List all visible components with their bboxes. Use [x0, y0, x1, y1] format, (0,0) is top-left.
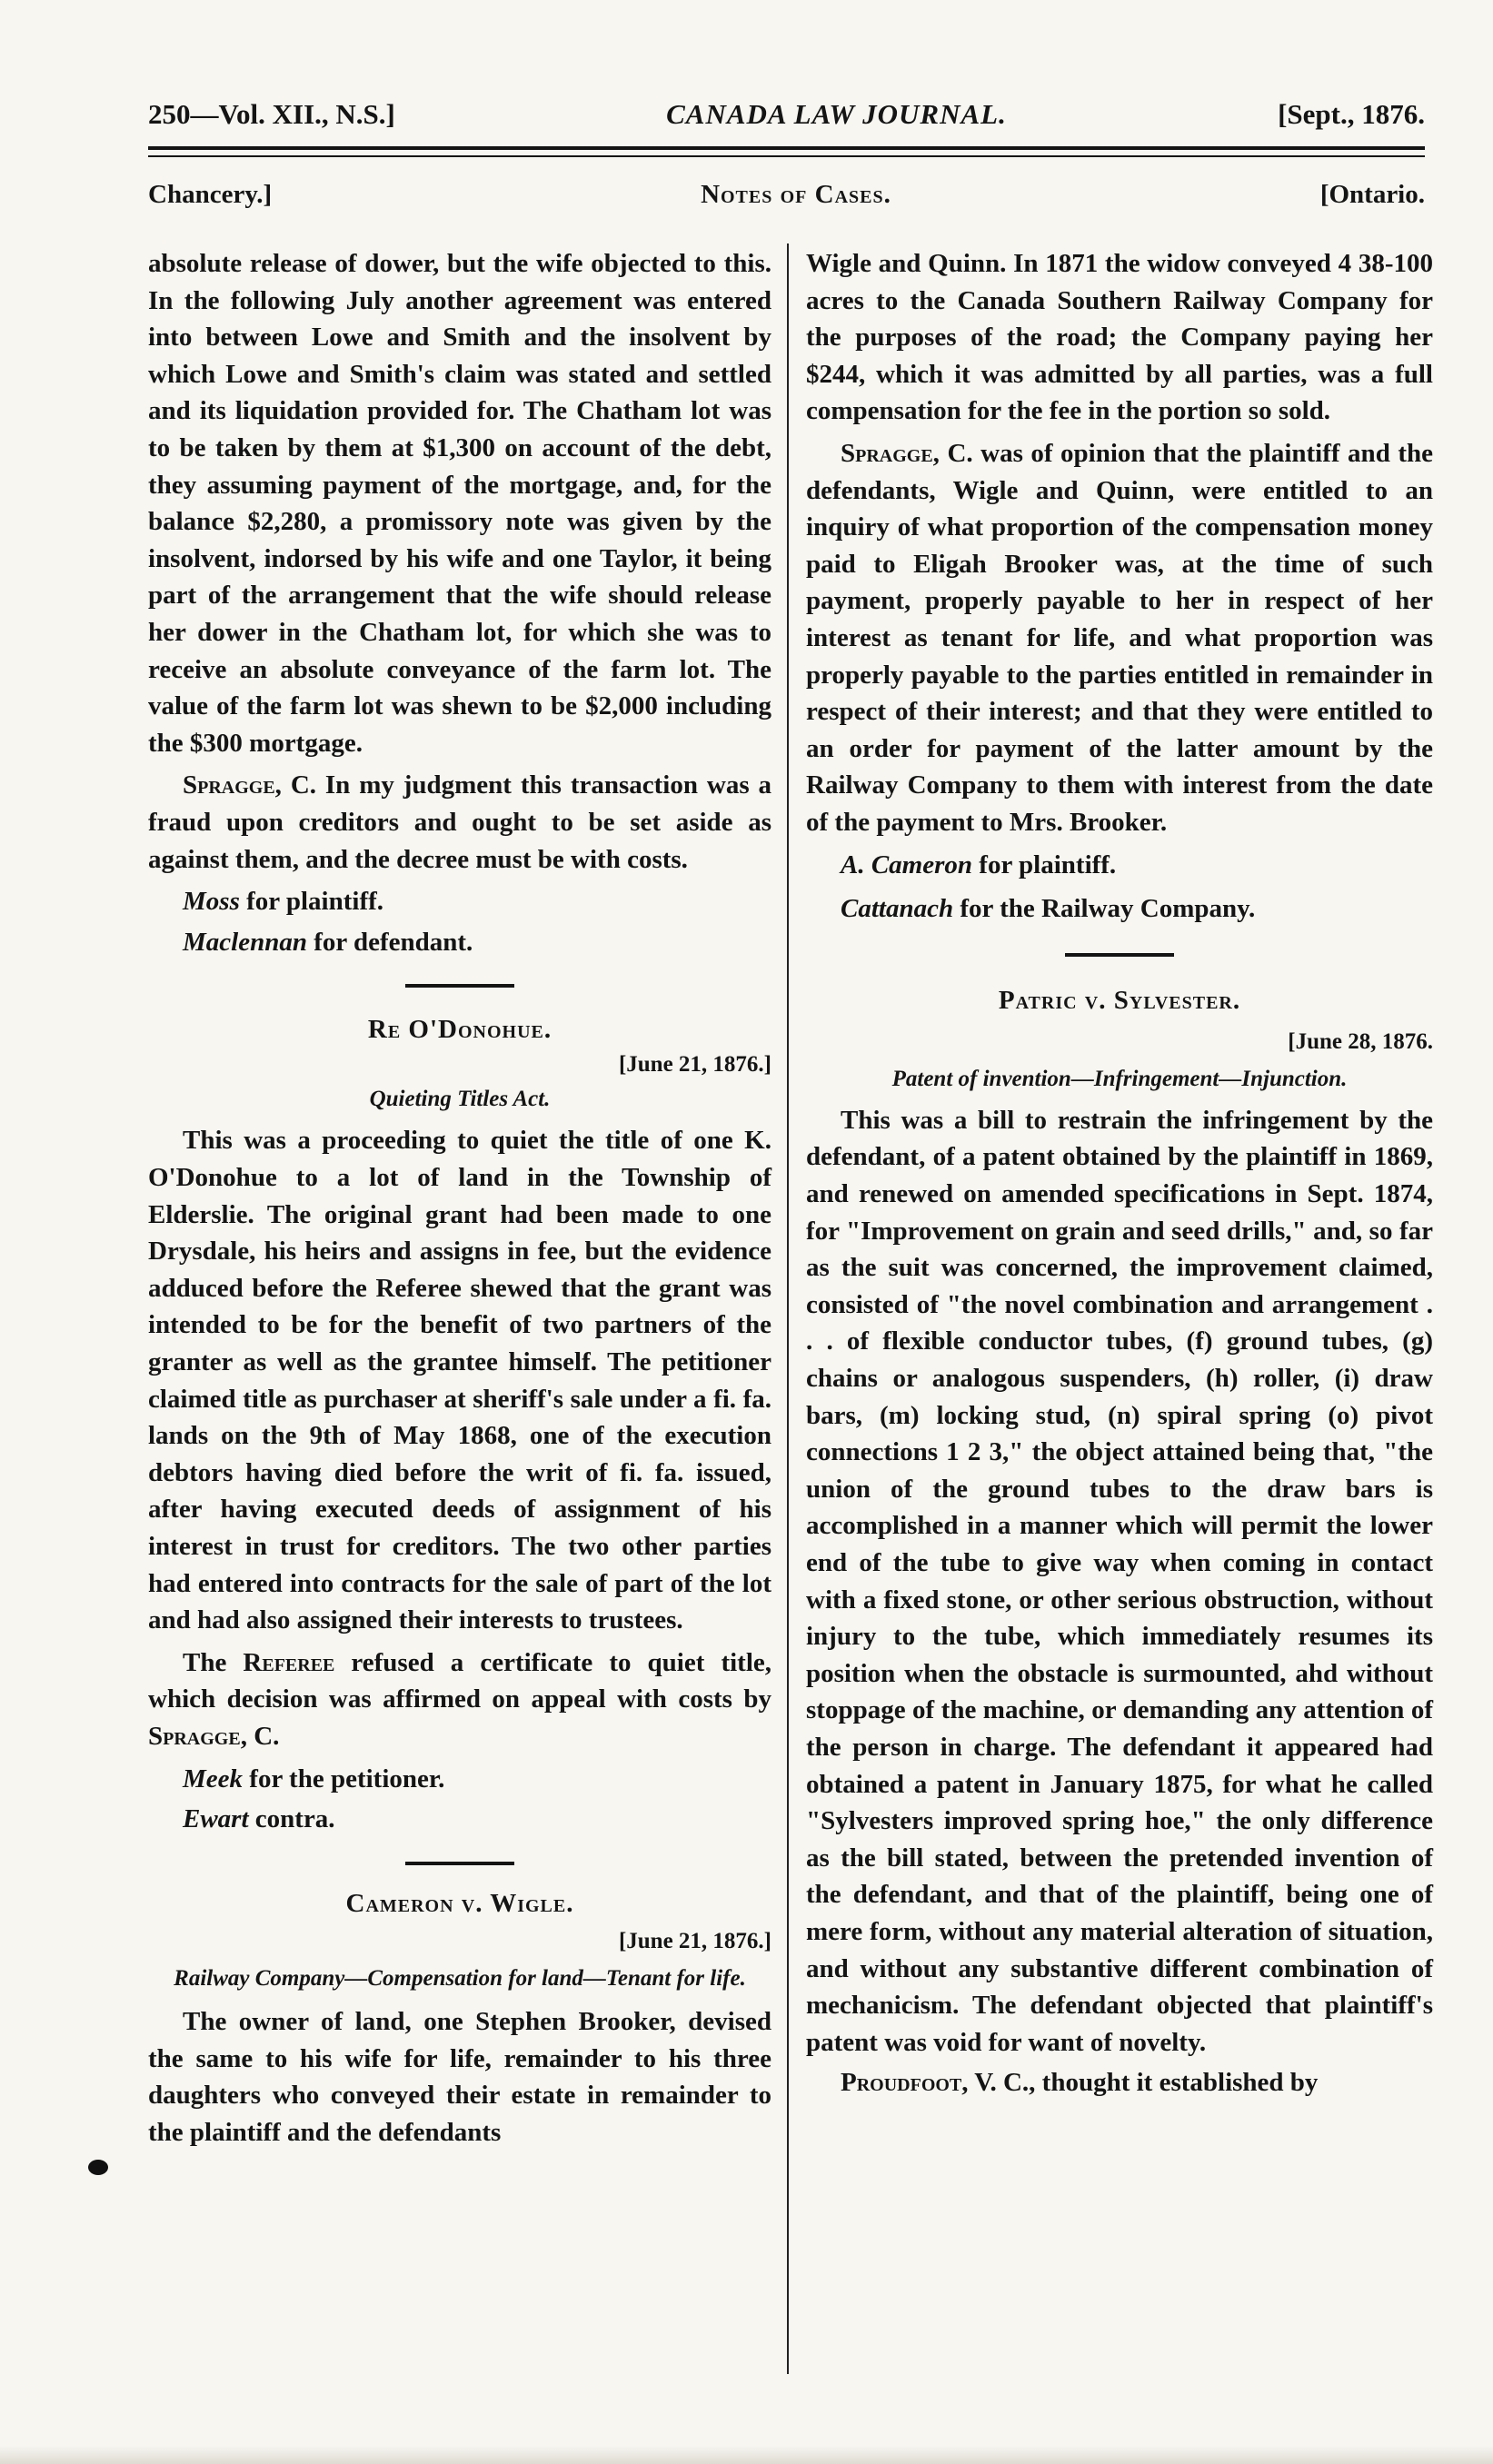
left-column: [148, 245, 771, 2151]
case-date: [June 21, 1876.]: [618, 1929, 771, 1954]
page-edge: [0, 2446, 1493, 2464]
judgment-text: In my judgment this transaction was a fraud upon creditors and ought to be set aside as against them, and the decree must be with costs.: [148, 770, 771, 874]
case3-judgment: [806, 435, 1433, 841]
judge-name: Spragge, C.: [183, 770, 317, 800]
case-title: Re O'Donohue.: [367, 1015, 552, 1045]
text-run: Referee: [243, 1647, 335, 1677]
case-separator: [405, 1862, 514, 1865]
counsel-name: Ewart: [183, 1804, 249, 1834]
running-head: [148, 98, 1425, 131]
counsel-name: Maclennan: [183, 927, 307, 957]
case-subject: Quieting Titles Act.: [369, 1087, 551, 1112]
court-label: Chancery.]: [148, 180, 273, 209]
case4-judgment: [806, 2064, 1433, 2101]
header-rule-thin: [148, 155, 1425, 157]
judge-name: Proudfoot, V. C.,: [841, 2068, 1036, 2098]
counsel-role: for the petitioner.: [243, 1764, 445, 1793]
section-title: Notes of Cases.: [701, 180, 891, 209]
counsel-line: [806, 847, 1433, 884]
section-head: [148, 180, 1425, 210]
case-date: [June 28, 1876.: [1288, 1029, 1433, 1055]
case-subject: Railway Company—Compensation for land—Tenant for life.: [174, 1965, 746, 1991]
counsel-role: for plaintiff.: [239, 887, 384, 917]
ink-blot: [88, 2160, 108, 2175]
text-run: The: [183, 1647, 244, 1677]
case1-paragraph: absolute release of dower, but the wife objected to this. In the following July another agreement was entered into between Lowe and Smith and the insolvent by which Lowe and Smith's claim was stated and settled and its liquidation provided for. The Chatham lot was to be taken by them at $1,300 on account of the debt, they assuming payment of the mortgage, and, for the balance $2,280, a promissory note was given by the insolvent, indorsed by his wife and one Taylor, it being part of the arrangement that the wife should release her dower in the Chatham lot, for which she was to receive an absolute conveyance of the farm lot. The value of the farm lot was shewn to be $2,000 including the $300 mortgage.: [148, 249, 771, 758]
text-run: refused a certificate to quiet title, which decision was affirmed on appeal with costs by: [148, 1647, 771, 1714]
counsel-name: A. Cameron: [841, 849, 973, 879]
counsel-line: [148, 1761, 771, 1798]
judgment-text: thought it established by: [1035, 2068, 1319, 2098]
counsel-name: Meek: [183, 1764, 244, 1793]
counsel-name: Moss: [183, 887, 240, 917]
text-run: , C.: [240, 1721, 280, 1751]
judgment-text: was of opinion that the plaintiff and the defendants, Wigle and Quinn, were entitled to an inquiry of what proportion of the compensation money paid to Eligah Brooker was, at the time of such payment, properly payable to her in respect of her interest as tenant for life, and what proportion was properly payable to the parties entitled in remainder in respect of their interest; and that they were entitled to an order for payment of the latter amount by the Railway Company to them with interest from the date of the payment to Mrs. Brooker.: [806, 438, 1433, 837]
case-title: Patric v. Sylvester.: [998, 985, 1241, 1015]
header-rule-thick: [148, 146, 1425, 150]
judge-name: Spragge, C.: [841, 438, 973, 468]
case-date: [June 21, 1876.]: [618, 1051, 771, 1077]
right-column: [806, 245, 1433, 2101]
counsel-name: Cattanach: [841, 894, 954, 924]
counsel-role: contra.: [248, 1804, 335, 1834]
counsel-line: [148, 1801, 771, 1838]
case3-continued: Wigle and Quinn. In 1871 the widow conveyed 4 38-100 acres to the Canada Southern Railway Company for the purposes of the road; the Company paying her $244, which it was admitted by all parties, was a full compensation for the fee in the portion so sold.: [806, 249, 1433, 426]
case-separator: [405, 984, 514, 988]
case2-decision: [148, 1644, 771, 1755]
column-divider: [787, 243, 789, 2374]
counsel-role: for plaintiff.: [972, 849, 1117, 879]
judge-name: Spragge: [148, 1721, 241, 1751]
journal-title: CANADA LAW JOURNAL.: [666, 98, 1007, 130]
counsel-role: for defendant.: [306, 927, 473, 957]
case-subject: Patent of invention—Infringement—Injunction.: [891, 1066, 1348, 1091]
province-label: [Ontario.: [1319, 180, 1425, 209]
case-title: Cameron v. Wigle.: [345, 1888, 574, 1918]
counsel-line: [806, 890, 1433, 928]
case3-paragraph: The owner of land, one Stephen Brooker, devised the same to his wife for life, remainder to his three daughters who conveyed their estate in remainder to the plaintiff and the defendants: [148, 2006, 771, 2147]
page-reference: 250—Vol. XII., N.S.]: [148, 98, 395, 130]
case1-judgment: [148, 767, 771, 878]
case-separator: [1065, 953, 1174, 957]
issue-date: [Sept., 1876.: [1278, 98, 1425, 130]
counsel-role: for the Railway Company.: [953, 894, 1256, 924]
counsel-line: [148, 924, 771, 961]
counsel-line: [148, 883, 771, 920]
case2-paragraph: This was a proceeding to quiet the title of one K. O'Donohue to a lot of land in the Township of Elderslie. The original grant had been made to one Drysdale, his heirs and assigns in fee, but the evidence adduced before the Referee shewed that the grant was intended to be for the benefit of two partners of the granter as well as the grantee himself. The petitioner claimed title as purchaser at sheriff's sale under a fi. fa. lands on the 9th of May 1868, one of the execution debtors having died before the writ of fi. fa. issued, after having executed deeds of assignment of his interest in trust for creditors. The two other parties had entered into contracts for the sale of part of the lot and had also assigned their interests to trustees.: [148, 1126, 771, 1635]
case4-paragraph: This was a bill to restrain the infringement by the defendant, of a patent obtained by the plaintiff in 1869, and renewed on amended specifications in Sept. 1874, for "Improvement on grain and seed drills," and, so far as the suit was concerned, the improvement claimed, consisted of "the novel combination and arrangement . . . of flexible conductor tubes, (f) ground tubes, (g) chains or analogous suspenders, (h) roller, (i) draw bars, (m) locking stud, (n) spiral spring (o) pivot connections 1 2 3," the object attained being that, "the union of the ground tubes to the draw bars is accomplished in a manner which will permit the lower end of the tube to give way when coming in contact with a fixed stone, or other serious obstruction, without injury to the tube, which immediately resumes its position when the obstacle is surmounted, ahd without stoppage of the machine, or demanding any attention of the person in charge. The defendant it appeared had obtained a patent in January 1875, for what he called "Sylvesters improved spring hoe," the only difference as the bill stated, between the pretended invention of the defendant, and that of the plaintiff, being one of mere form, without any material alteration of situation, and without any substantive different combination of mechanicism. The defendant objected that plaintiff's patent was void for want of novelty.: [806, 1105, 1433, 2057]
